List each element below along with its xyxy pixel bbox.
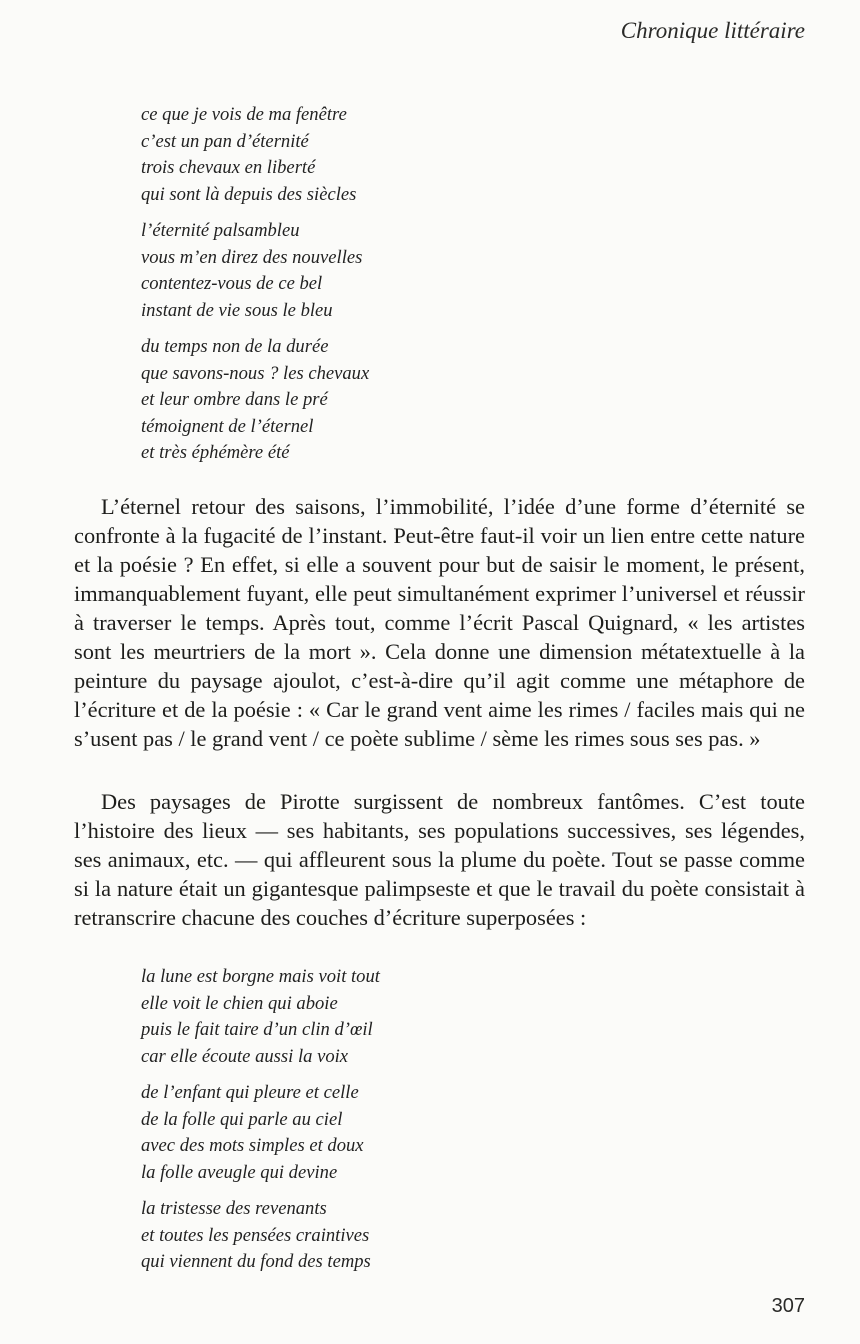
poem-excerpt-1 xyxy=(141,102,369,477)
verse-line: et très éphémère été xyxy=(141,442,290,463)
verse-line: qui viennent du fond des temps xyxy=(141,1251,371,1272)
stanza xyxy=(141,218,369,324)
running-head: Chronique littéraire xyxy=(620,18,805,43)
poem-excerpt-2 xyxy=(141,964,380,1286)
verse-line: témoignent de l’éternel xyxy=(141,415,314,437)
verse-line: la folle aveugle qui devine xyxy=(141,1161,338,1183)
verse-line: et toutes les pensées craintives xyxy=(141,1224,370,1246)
stanza xyxy=(141,1196,380,1276)
stanza xyxy=(141,334,369,467)
body-paragraph-1: L’éternel retour des saisons, l’immobilité, l’idée d’une forme d’éternité se confronte à la fugacité de l’instant. Peut-être faut-il voir un lien entre cette nature et la poésie ? En effet, si elle a souvent pour but de saisir le moment, le présent, immanquablement fuyant, elle peut simultanément exprimer l’universel et réussir à traverser le temps. Après tout, comme l’écrit Pascal Quignard, « les artistes sont les meurtriers de la mort ». Cela donne une dimension métatextuelle à la peinture du paysage ajoulot, c’est-à-dire qu’il agit comme une métaphore de l’écriture et de la poésie : « Car le grand vent aime les rimes / faciles mais qui ne s’usent pas / le grand vent / ce poète sublime / sème les rimes sous ses pas. » xyxy=(74,494,805,751)
verse-line: et leur ombre dans le pré xyxy=(141,389,328,410)
stanza xyxy=(141,102,369,208)
verse-line: elle voit le chien qui aboie xyxy=(141,992,338,1014)
verse-line: c’est un pan d’éternité xyxy=(141,130,309,152)
stanza xyxy=(141,1080,380,1186)
verse-line: que savons-nous ? les chevaux xyxy=(141,362,370,384)
verse-line: du temps non de la durée xyxy=(141,336,329,357)
verse-line: trois chevaux en liberté xyxy=(141,157,316,178)
verse-line: instant de vie sous le bleu xyxy=(141,299,333,321)
verse-line: l’éternité palsambleu xyxy=(141,220,300,241)
verse-line: de l’enfant qui pleure et celle xyxy=(141,1082,359,1103)
verse-line: la lune est borgne mais voit tout xyxy=(141,966,380,987)
verse-line: qui sont là depuis des siècles xyxy=(141,183,357,205)
page-number: 307 xyxy=(771,1295,805,1317)
stanza xyxy=(141,964,380,1070)
verse-line: avec des mots simples et doux xyxy=(141,1135,364,1156)
verse-line: de la folle qui parle au ciel xyxy=(141,1108,343,1130)
verse-line: ce que je vois de ma fenêtre xyxy=(141,104,347,125)
body-paragraph-2: Des paysages de Pirotte surgissent de nombreux fantômes. C’est toute l’histoire des lieux — ses habitants, ses populations successives, ses légendes, ses animaux, etc. — qui affleurent sous la plume du poète. Tout se passe comme si la nature était un gigantesque palimpseste et que le travail du poète consistait à retranscrire chacune des couches d’écriture superposées : xyxy=(74,789,805,930)
verse-line: puis le fait taire d’un clin d’œil xyxy=(141,1019,373,1040)
verse-line: contentez-vous de ce bel xyxy=(141,273,323,294)
verse-line: vous m’en direz des nouvelles xyxy=(141,246,363,268)
verse-line: la tristesse des revenants xyxy=(141,1198,327,1219)
verse-line: car elle écoute aussi la voix xyxy=(141,1045,349,1067)
